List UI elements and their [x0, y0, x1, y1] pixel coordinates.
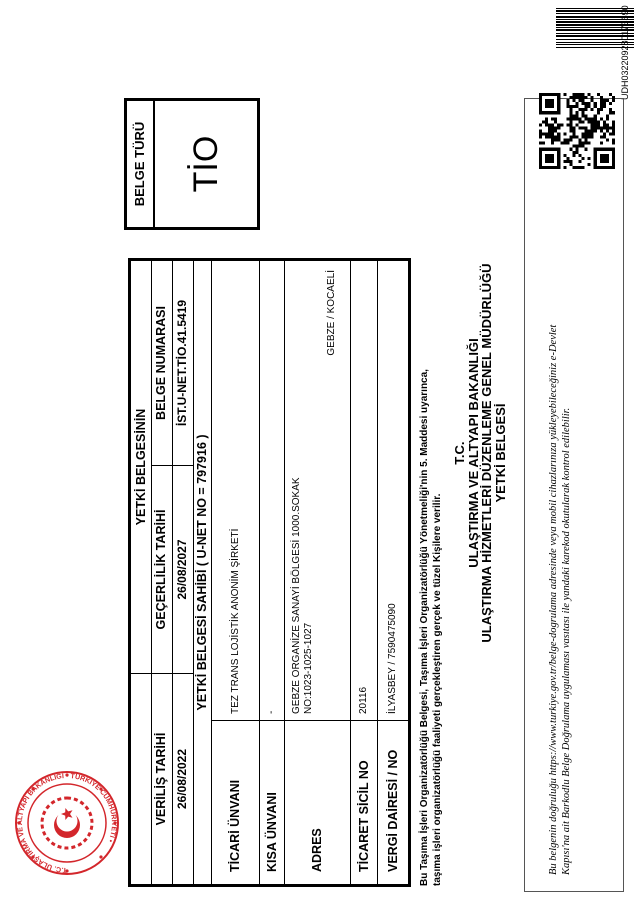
seal-text: T.C. ULAŞTIRMA VE ALTYAPI BAKANLIĞI • TÜRKİYE CUMHURİYETİ •	[16, 772, 118, 874]
registry-label: TİCARET SİCİL NO	[357, 760, 371, 872]
trade-name-value: TEZ TRANS LOJİSTİK ANONİM ŞİRKETİ	[230, 528, 241, 714]
validity-date-value: 26/08/2027	[175, 539, 189, 600]
legal-notice-line1: Bu Taşıma İşleri Organizatörlüğü Belgesi, Taşıma İşleri Organizatörlüğü Yönetmeliği'nin 5. Maddesi uyarınca,	[419, 369, 430, 886]
validity-date-label: GEÇERLİLİK TARİHİ	[154, 509, 168, 630]
certificate-table	[128, 258, 411, 887]
header-doc-title: YETKİ BELGESİ	[493, 403, 508, 503]
certificate-section-title: YETKİ BELGESİNİN	[134, 408, 148, 526]
legal-notice-line2: taşıma işleri organizatörlüğü faaliyeti gerçekleştiren gerçek ve tüzel Kişilere verilir.	[432, 493, 443, 886]
header-ministry: ULAŞTIRMA VE ALTYAPI BAKANLIĞI	[466, 338, 481, 568]
verification-text	[547, 185, 573, 875]
holder-title: YETKİ BELGESİ SAHİBİ ( U-NET NO = 797916 )	[195, 434, 209, 711]
verification-box	[524, 98, 624, 892]
certificate-number-label: BELGE NUMARASI	[154, 306, 168, 420]
address-label: ADRES	[310, 828, 324, 872]
address-city: GEBZE / KOCAELİ	[326, 270, 337, 356]
certificate-number-value: İST.U-NET.TİO.41.5419	[175, 299, 189, 427]
tax-label: VERGİ DAİRESİ / NO	[386, 749, 400, 872]
header-tc: T.C.	[452, 441, 467, 465]
verification-line2: Kapısı'na ait Barkodlu Belge Doğrulama uygulaması vasıtası ile yandaki karekod okutularak kontrol edilebilir.	[561, 407, 572, 875]
address-line1: GEBZE ORGANİZE SANAYİ BÖLGESİ 1000.SOKAK	[291, 477, 302, 714]
barcode-number: UDH032209280173690	[620, 5, 630, 100]
document-type-box	[124, 98, 260, 230]
address-line2: NO:1023-1025-1027	[303, 622, 314, 714]
document-type-value: TİO	[187, 135, 225, 193]
short-name-value: -	[266, 710, 277, 714]
ministry-seal-icon	[14, 770, 120, 876]
legal-notice	[418, 256, 444, 886]
issue-date-value: 26/08/2022	[175, 748, 189, 810]
issue-date-label: VERİLİŞ TARİHİ	[154, 732, 168, 826]
qr-code-icon[interactable]	[539, 93, 615, 169]
short-name-label: KISA ÜNVANI	[265, 792, 279, 872]
verification-line1: Bu belgenin doğruluğu https://www.turkiye.gov.tr/belge-dogrulama adresinde veya mobil cihazlarınıza yükleyebileceğiniz e-Devlet	[548, 324, 559, 875]
document-type-label: BELGE TÜRÜ	[127, 101, 155, 227]
trade-name-label: TİCARİ ÜNVANI	[228, 779, 242, 872]
registry-value: 20116	[358, 686, 369, 714]
tax-value: İLYASBEY / 7590475090	[387, 603, 398, 714]
header-directorate: ULAŞTIRMA HİZMETLERİ DÜZENLEME GENEL MÜDÜRLÜĞÜ	[479, 263, 494, 643]
